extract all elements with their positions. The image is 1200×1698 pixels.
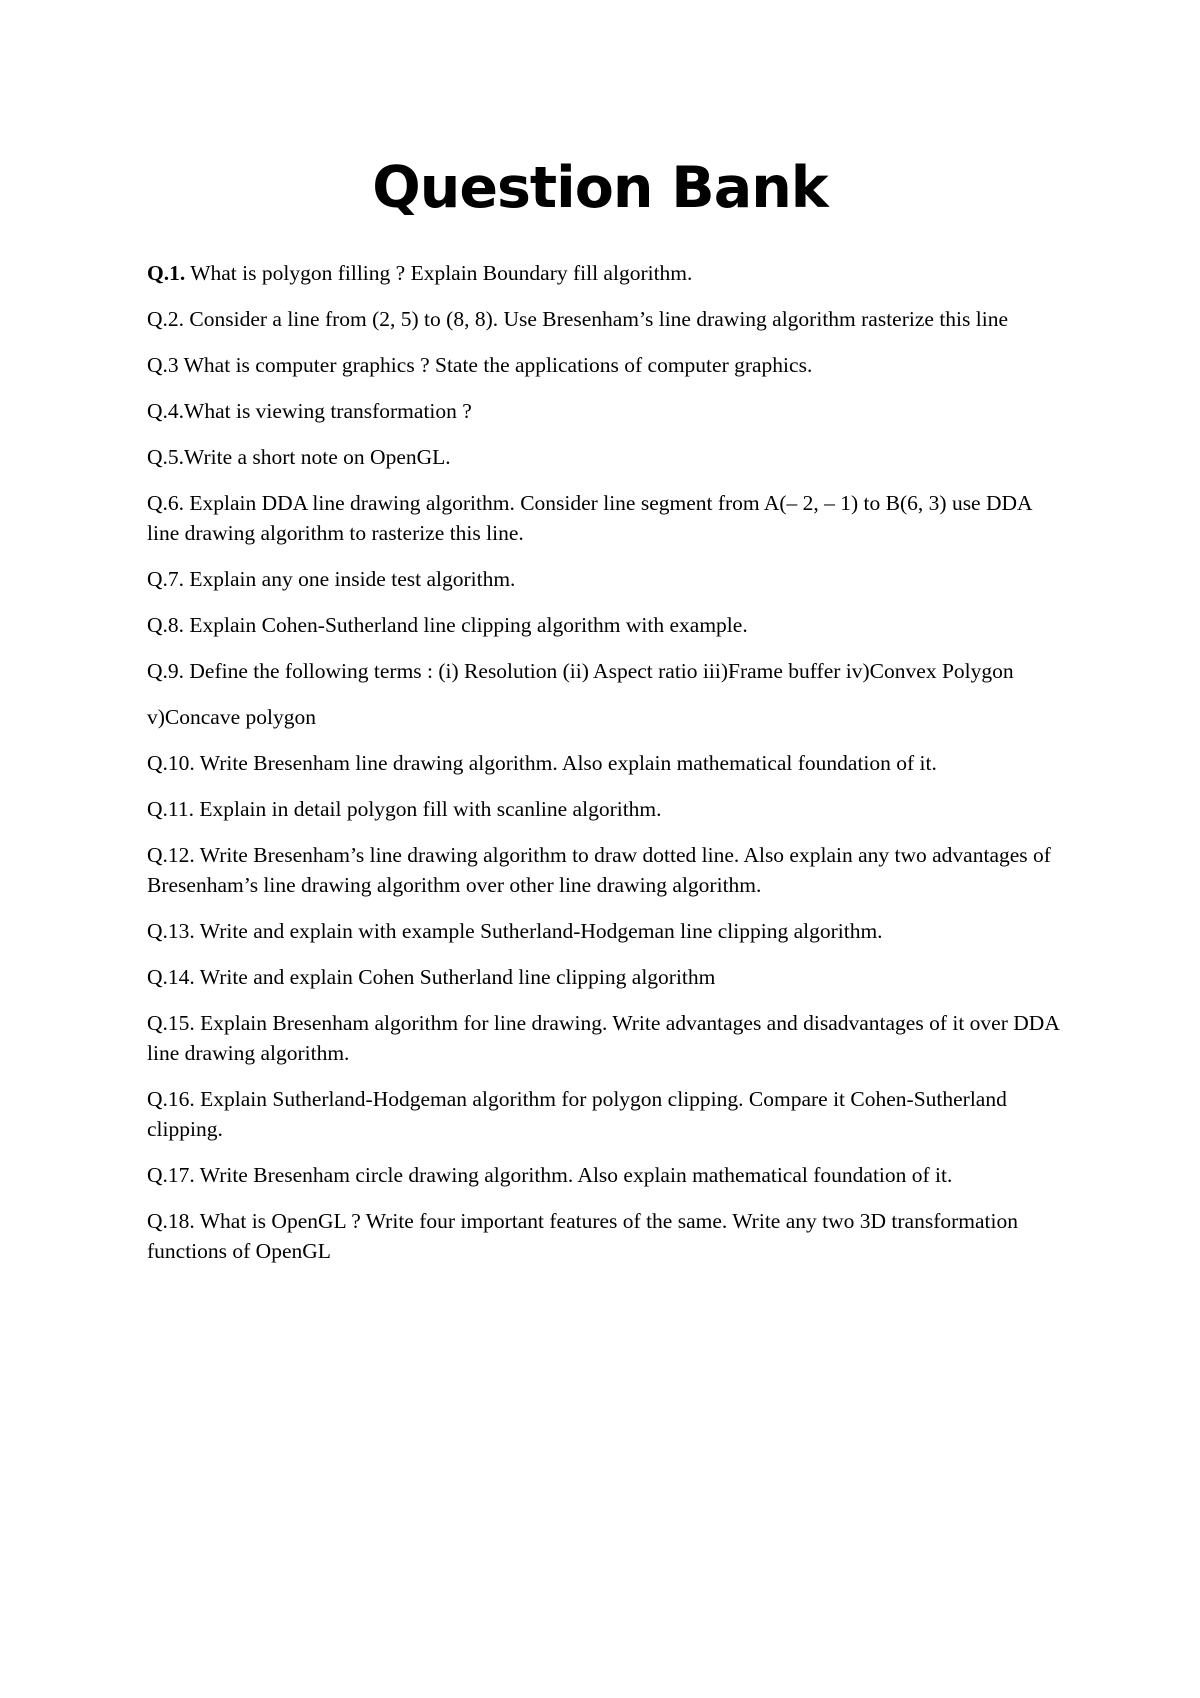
question-item — [147, 304, 1067, 334]
question-text: What is polygon filling ? Explain Boundary fill algorithm. — [185, 261, 693, 285]
question-text: What is viewing transformation ? — [184, 399, 472, 423]
question-number: Q.11. — [147, 797, 194, 821]
page-title: Question Bank — [372, 155, 828, 221]
question-item — [147, 350, 1067, 380]
question-text: Consider a line from (2, 5) to (8, 8). Use Bresenham’s line drawing algorithm rasterize this line — [184, 307, 1008, 331]
question-item — [147, 396, 1067, 426]
question-number: Q.14. — [147, 965, 195, 989]
question-item — [147, 840, 1067, 900]
question-item — [147, 748, 1067, 778]
question-number: Q.6. — [147, 491, 185, 515]
question-item — [147, 916, 1067, 946]
question-text: Define the following terms : (i) Resolution (ii) Aspect ratio iii)Frame buffer iv)Convex Polygon — [184, 659, 1014, 683]
question-number: Q.18. — [147, 1209, 195, 1233]
question-number: Q.3 — [147, 353, 179, 377]
question-item — [147, 564, 1067, 594]
question-text: Write and explain with example Sutherland-Hodgeman line clipping algorithm. — [194, 919, 883, 943]
question-item — [147, 656, 1067, 686]
question-item — [147, 1160, 1067, 1190]
question-number: Q.1. — [147, 261, 186, 285]
question-number: Q.4. — [147, 399, 185, 423]
question-number: Q.15. — [147, 1011, 195, 1035]
question-text: Write a short note on OpenGL. — [184, 445, 451, 469]
question-item — [147, 1084, 1067, 1144]
question-text: Explain DDA line drawing algorithm. Consider line segment from A(– 2, – 1) to B(6, 3) use DDA line drawing algorithm to rasterize this line. — [147, 491, 1032, 545]
question-text: Write Bresenham’s line drawing algorithm to draw dotted line. Also explain any two advantages of Bresenham’s line drawing algorithm over other line drawing algorithm. — [147, 843, 1051, 897]
question-text: Explain in detail polygon fill with scanline algorithm. — [193, 797, 662, 821]
question-item — [147, 1008, 1067, 1068]
question-item — [147, 488, 1067, 548]
question-text: Explain any one inside test algorithm. — [184, 567, 516, 591]
question-number: Q.10. — [147, 751, 195, 775]
question-item — [147, 610, 1067, 640]
question-text: What is OpenGL ? Write four important features of the same. Write any two 3D transformation functions of OpenGL — [147, 1209, 1018, 1263]
question-text: Explain Bresenham algorithm for line drawing. Write advantages and disadvantages of it over DDA line drawing algorithm. — [147, 1011, 1059, 1065]
question-number: Q.8. — [147, 613, 185, 637]
question-item — [147, 442, 1067, 472]
question-continuation — [147, 702, 1067, 732]
question-list — [147, 258, 1067, 1282]
question-number: Q.16. — [147, 1087, 195, 1111]
question-number: Q.17. — [147, 1163, 195, 1187]
question-text: Explain Cohen-Sutherland line clipping algorithm with example. — [184, 613, 748, 637]
question-item — [147, 1206, 1067, 1266]
question-text: Write Bresenham circle drawing algorithm. Also explain mathematical foundation of it. — [194, 1163, 953, 1187]
question-text: v)Concave polygon — [147, 705, 316, 729]
question-number: Q.9. — [147, 659, 185, 683]
question-item — [147, 962, 1067, 992]
question-text: What is computer graphics ? State the applications of computer graphics. — [178, 353, 813, 377]
question-text: Write and explain Cohen Sutherland line clipping algorithm — [194, 965, 716, 989]
question-number: Q.12. — [147, 843, 195, 867]
question-number: Q.5. — [147, 445, 185, 469]
question-text: Explain Sutherland-Hodgeman algorithm for polygon clipping. Compare it Cohen-Sutherland clipping. — [147, 1087, 1007, 1141]
question-item — [147, 794, 1067, 824]
question-number: Q.13. — [147, 919, 195, 943]
question-text: Write Bresenham line drawing algorithm. Also explain mathematical foundation of it. — [194, 751, 937, 775]
question-number: Q.2. — [147, 307, 185, 331]
question-item — [147, 258, 1067, 288]
question-number: Q.7. — [147, 567, 185, 591]
